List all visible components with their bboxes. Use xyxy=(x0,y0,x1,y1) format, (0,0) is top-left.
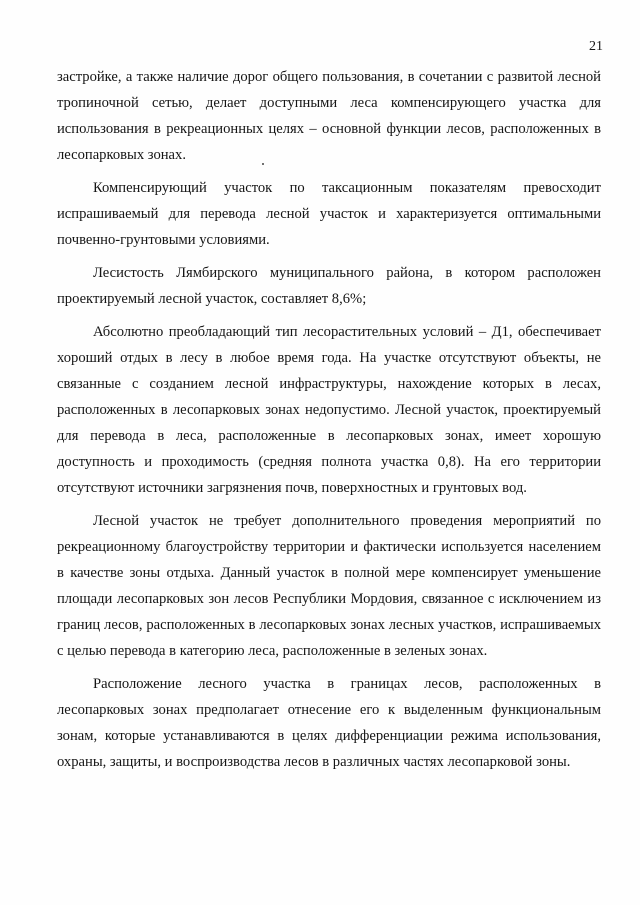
paragraph-forest-conditions: Абсолютно преобладающий тип лесорастительных условий – Д1, обеспечивает хороший отдых в лесу в любое время года. На участке отсутствуют объекты, не связанные с созданием лесной инфраструктуры, нахождение которых в лесах, расположенных в лесопарковых зонах недопустимо. Лесной участок, проектируемый для перевода в леса, расположенные в лесопарковых зонах, имеет хорошую доступность и проходимость (средняя полнота участка 0,8). На его территории отсутствуют источники загрязнения почв, поверхностных и грунтовых вод. xyxy=(57,324,601,496)
paragraph-continuation: застройке, а также наличие дорог общего пользования, в сочетании с развитой лесной тропиночной сетью, делает доступными леса компенсирующего участка для использования в рекреационных целях – основной функции лесов, расположенных в лесопарковых зонах. xyxy=(57,69,601,163)
paragraph-functional-zones: Расположение лесного участка в границах лесов, расположенных в лесопарковых зонах предполагает отнесение его к выделенным функциональным зонам, которые устанавливаются в целях дифференциации режима использования, охраны, защиты, и воспроизводства лесов в различных частях лесопарковой зоны. xyxy=(57,676,601,770)
paragraph-forest-cover: Лесистость Лямбирского муниципального района, в котором расположен проектируемый лесной участок, составляет 8,6%; xyxy=(57,265,601,307)
paragraph-recreation: Лесной участок не требует дополнительного проведения мероприятий по рекреационному благоустройству территории и фактически используется населением в качестве зоны отдыха. Данный участок в полной мере компенсирует уменьшение площади лесопарковых зон лесов Республики Мордовия, связанное с исключением из границ лесов, расположенных в лесопарковых зонах лесных участков, испрашиваемых с целью перевода в категорию леса, расположенные в зеленых зонах. xyxy=(57,513,601,659)
scan-speck xyxy=(262,163,264,165)
document-body xyxy=(57,64,601,775)
page-number: 21 xyxy=(589,39,603,54)
paragraph-compensating-plot: Компенсирующий участок по таксационным показателям превосходит испрашиваемый для перевода лесной участок и характеризуется оптимальными почвенно-грунтовыми условиями. xyxy=(57,180,601,248)
